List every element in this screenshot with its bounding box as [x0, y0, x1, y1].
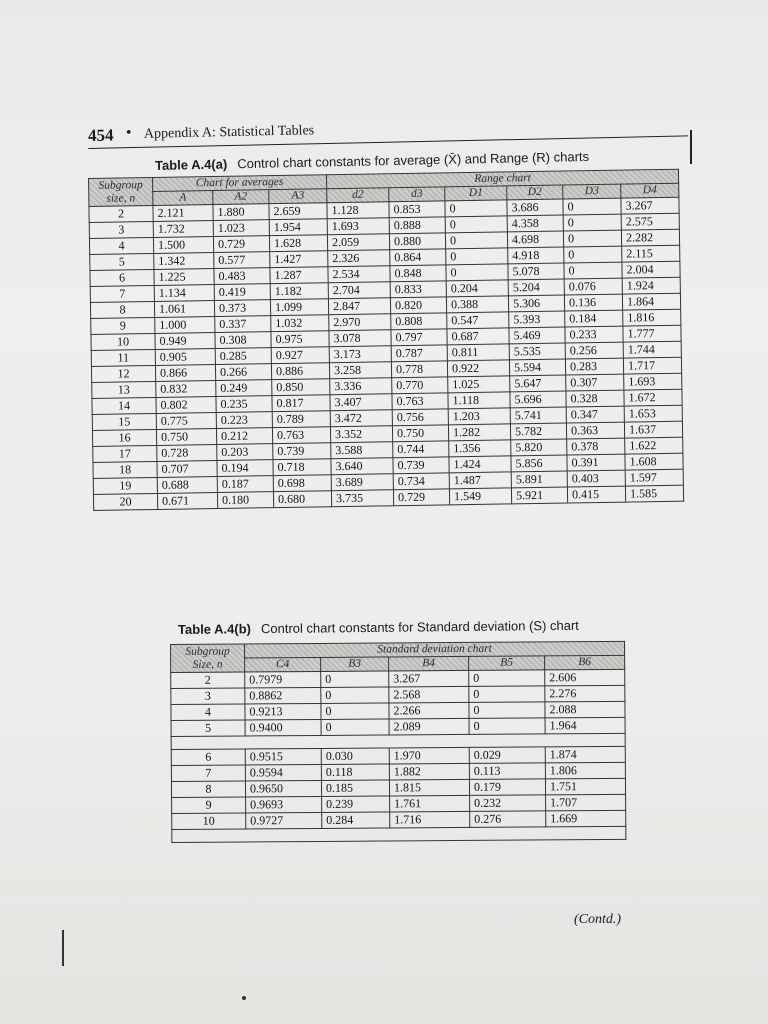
- value-cell: 0: [469, 702, 545, 719]
- value-cell: 1.816: [623, 309, 681, 326]
- value-cell: 0.787: [391, 345, 447, 362]
- subgroup-size-cell: 14: [92, 397, 156, 414]
- value-cell: 1.099: [270, 299, 328, 316]
- value-cell: 0: [469, 718, 545, 735]
- value-cell: 1.732: [153, 221, 213, 238]
- value-cell: 1.815: [389, 779, 469, 796]
- table-b-caption: [178, 618, 579, 637]
- value-cell: 2.568: [389, 686, 469, 703]
- value-cell: 3.689: [331, 474, 393, 491]
- subgroup-size-cell: 2: [171, 672, 245, 689]
- value-cell: 5.741: [510, 407, 566, 424]
- value-cell: 2.606: [545, 669, 625, 686]
- value-cell: 0.718: [273, 459, 331, 476]
- value-cell: 0.363: [566, 422, 624, 439]
- value-cell: 1.287: [270, 267, 328, 284]
- subgroup-size-cell: 17: [93, 445, 157, 462]
- value-cell: 1.356: [449, 440, 511, 457]
- value-cell: 0.729: [213, 236, 269, 253]
- value-cell: 0.949: [155, 333, 215, 350]
- value-cell: 0.337: [215, 316, 271, 333]
- value-cell: 0.817: [272, 395, 330, 412]
- value-cell: 0.789: [272, 411, 330, 428]
- value-cell: 2.115: [622, 245, 680, 262]
- value-cell: 0: [563, 198, 621, 215]
- value-cell: 0.483: [214, 268, 270, 285]
- value-cell: 0.707: [157, 461, 217, 478]
- value-cell: 2.970: [329, 314, 391, 331]
- table-a-col-a: A: [153, 191, 213, 206]
- value-cell: 0.391: [567, 454, 625, 471]
- subgroup-size-cell: 6: [171, 749, 245, 766]
- table-a-title: Control chart constants for average (X̄) and Range (R) charts: [237, 148, 590, 172]
- subgroup-size-cell: 15: [92, 413, 156, 430]
- subgroup-size-cell: 19: [93, 477, 157, 494]
- value-cell: 0.728: [157, 445, 217, 462]
- subgroup-size-cell: 5: [171, 720, 245, 737]
- value-cell: 0.880: [389, 233, 445, 250]
- value-cell: 1.128: [327, 202, 389, 219]
- value-cell: 4.358: [507, 215, 563, 232]
- value-cell: 0.750: [156, 429, 216, 446]
- value-cell: 2.704: [328, 282, 390, 299]
- value-cell: 0: [564, 246, 622, 263]
- value-cell: 1.874: [545, 746, 625, 763]
- value-cell: 1.761: [390, 795, 470, 812]
- value-cell: 2.089: [389, 718, 469, 735]
- value-cell: 0.547: [447, 312, 509, 329]
- value-cell: 1.622: [625, 437, 683, 454]
- value-cell: 0.204: [446, 280, 508, 297]
- table-b: [170, 641, 626, 843]
- value-cell: 0.378: [567, 438, 625, 455]
- value-cell: 0.688: [157, 477, 217, 494]
- value-cell: 1.669: [546, 810, 626, 827]
- value-cell: 0.233: [565, 326, 623, 343]
- subgroup-size-cell: 9: [172, 797, 246, 814]
- value-cell: 3.588: [331, 442, 393, 459]
- value-cell: 0.415: [567, 486, 625, 503]
- gap-cell: [172, 826, 626, 842]
- subgroup-size-cell: 10: [172, 813, 246, 830]
- value-cell: 0.118: [321, 764, 389, 780]
- value-cell: 0.927: [271, 347, 329, 364]
- value-cell: 1.628: [269, 235, 327, 252]
- value-cell: 1.608: [625, 453, 683, 470]
- value-cell: 2.659: [269, 203, 327, 220]
- value-cell: 0.680: [273, 491, 331, 508]
- value-cell: 1.882: [389, 763, 469, 780]
- value-cell: 5.078: [508, 263, 564, 280]
- value-cell: 0.328: [566, 390, 624, 407]
- value-cell: 0: [445, 200, 507, 217]
- value-cell: 0.687: [447, 328, 509, 345]
- value-cell: 2.004: [622, 261, 680, 278]
- margin-mark: [62, 930, 64, 966]
- value-cell: 0: [563, 230, 621, 247]
- value-cell: 0.888: [389, 217, 445, 234]
- value-cell: 0.239: [322, 796, 390, 812]
- value-cell: 1.424: [449, 456, 511, 473]
- value-cell: 0.223: [216, 412, 272, 429]
- table-b-group-gap: [172, 826, 626, 842]
- continued-note: (Contd.): [574, 912, 622, 927]
- table-a-col-a3: A3: [269, 189, 327, 204]
- value-cell: 1.282: [448, 424, 510, 441]
- value-cell: 1.707: [546, 794, 626, 811]
- value-cell: 0.419: [214, 284, 270, 301]
- value-cell: 2.121: [153, 205, 213, 222]
- value-cell: 5.782: [510, 423, 566, 440]
- value-cell: 0.9515: [245, 748, 321, 765]
- value-cell: 3.407: [330, 394, 392, 411]
- value-cell: 0.9213: [245, 703, 321, 720]
- table-b-label: Table A.4(b): [177, 621, 252, 637]
- table-b-sd-header: Standard deviation chart: [245, 641, 625, 658]
- margin-rule: [690, 130, 692, 164]
- value-cell: 0.811: [447, 344, 509, 361]
- value-cell: 0.756: [392, 409, 448, 426]
- value-cell: 0.9594: [245, 764, 321, 781]
- value-cell: 0.729: [393, 489, 449, 506]
- table-a-col-d2: d2: [327, 188, 389, 203]
- value-cell: 0.194: [217, 460, 273, 477]
- value-cell: 0.739: [393, 457, 449, 474]
- table-a-range-header: Range chart: [326, 169, 678, 189]
- value-cell: 1.061: [154, 301, 214, 318]
- value-cell: 1.118: [448, 392, 510, 409]
- value-cell: 0.750: [392, 425, 448, 442]
- value-cell: 1.203: [448, 408, 510, 425]
- value-cell: 0.808: [391, 313, 447, 330]
- value-cell: 1.924: [622, 277, 680, 294]
- value-cell: 0.347: [566, 406, 624, 423]
- table-b-subgroup-header: Subgroup Size, n: [171, 644, 245, 673]
- running-head-title: Appendix A: Statistical Tables: [143, 123, 315, 142]
- value-cell: 3.735: [331, 490, 393, 507]
- value-cell: 1.717: [623, 357, 681, 374]
- value-cell: 0.235: [216, 396, 272, 413]
- value-cell: 0.739: [273, 443, 331, 460]
- value-cell: 0.136: [564, 294, 622, 311]
- value-cell: 0.775: [156, 413, 216, 430]
- table-a: [88, 169, 684, 511]
- subgroup-size-cell: 12: [91, 365, 155, 382]
- subgroup-size-cell: 8: [171, 781, 245, 798]
- value-cell: 0.820: [390, 297, 446, 314]
- value-cell: 0: [321, 671, 389, 687]
- value-cell: 0.185: [321, 780, 389, 796]
- table-b-col-c4: C4: [245, 657, 321, 672]
- value-cell: 5.204: [508, 279, 564, 296]
- value-cell: 1.693: [624, 373, 682, 390]
- value-cell: 0.850: [272, 379, 330, 396]
- table-b-col-b3: B3: [321, 657, 389, 671]
- value-cell: 1.970: [389, 747, 469, 764]
- table-b-col-b6: B6: [545, 655, 625, 670]
- value-cell: 3.686: [507, 199, 563, 216]
- value-cell: 0: [564, 262, 622, 279]
- value-cell: 1.225: [154, 269, 214, 286]
- value-cell: 0.778: [391, 361, 447, 378]
- value-cell: 1.744: [623, 341, 681, 358]
- value-cell: 0.734: [393, 473, 449, 490]
- subgroup-size-cell: 2: [89, 205, 153, 222]
- value-cell: 1.806: [545, 762, 625, 779]
- subgroup-size-cell: 11: [91, 349, 155, 366]
- value-cell: 0.076: [564, 278, 622, 295]
- value-cell: 5.647: [510, 375, 566, 392]
- value-cell: 3.267: [389, 670, 469, 687]
- value-cell: 1.134: [154, 285, 214, 302]
- value-cell: 2.266: [389, 702, 469, 719]
- value-cell: 3.173: [329, 346, 391, 363]
- subgroup-size-cell: 18: [93, 461, 157, 478]
- value-cell: 0.307: [566, 374, 624, 391]
- value-cell: 0: [563, 214, 621, 231]
- value-cell: 3.352: [330, 426, 392, 443]
- value-cell: 0.905: [155, 349, 215, 366]
- value-cell: 0.113: [469, 763, 545, 780]
- value-cell: 5.696: [510, 391, 566, 408]
- value-cell: 1.880: [213, 204, 269, 221]
- value-cell: 2.276: [545, 685, 625, 702]
- value-cell: 1.032: [271, 315, 329, 332]
- value-cell: 0.698: [273, 475, 331, 492]
- value-cell: 0.388: [446, 296, 508, 313]
- page-number: 454: [87, 125, 114, 145]
- value-cell: 0.030: [321, 748, 389, 764]
- value-cell: 0.285: [215, 348, 271, 365]
- value-cell: 1.182: [270, 283, 328, 300]
- value-cell: 5.469: [509, 327, 565, 344]
- value-cell: 0.179: [469, 779, 545, 796]
- table-a-body: [89, 197, 684, 510]
- value-cell: 0.256: [565, 342, 623, 359]
- value-cell: 0.802: [156, 397, 216, 414]
- value-cell: 1.597: [625, 469, 683, 486]
- value-cell: 0.180: [217, 492, 273, 509]
- value-cell: 0.029: [469, 747, 545, 764]
- value-cell: 0.276: [470, 811, 546, 828]
- value-cell: 0: [469, 686, 545, 703]
- value-cell: 0.9650: [245, 780, 321, 797]
- subgroup-size-cell: 6: [90, 269, 154, 286]
- table-a-col-d3: D3: [563, 184, 621, 199]
- table-a-col-a2: A2: [213, 190, 269, 205]
- value-cell: 1.954: [269, 219, 327, 236]
- value-cell: 0.8862: [245, 687, 321, 704]
- value-cell: 0.770: [392, 377, 448, 394]
- subgroup-size-cell: 16: [92, 429, 156, 446]
- table-a-averages-header: Chart for averages: [152, 175, 326, 192]
- value-cell: 0.232: [470, 795, 546, 812]
- value-cell: 1.487: [449, 472, 511, 489]
- subgroup-size-cell: 4: [171, 704, 245, 721]
- value-cell: 0: [446, 248, 508, 265]
- value-cell: 0.203: [217, 444, 273, 461]
- value-cell: 0.853: [389, 201, 445, 218]
- value-cell: 3.267: [621, 197, 679, 214]
- table-a-col-d4: D4: [621, 183, 679, 198]
- value-cell: 1.549: [449, 488, 511, 505]
- value-cell: 3.336: [330, 378, 392, 395]
- value-cell: 0.249: [216, 380, 272, 397]
- subgroup-size-cell: 8: [90, 301, 154, 318]
- value-cell: 1.500: [153, 237, 213, 254]
- subgroup-size-cell: 5: [90, 253, 154, 270]
- value-cell: 3.078: [329, 330, 391, 347]
- table-a-caption: [155, 149, 589, 173]
- value-cell: 0.922: [447, 360, 509, 377]
- value-cell: 0.848: [390, 265, 446, 282]
- value-cell: 0.744: [393, 441, 449, 458]
- value-cell: 0.833: [390, 281, 446, 298]
- value-cell: 0.212: [216, 428, 272, 445]
- value-cell: 0.308: [215, 332, 271, 349]
- value-cell: 1.000: [155, 317, 215, 334]
- table-a-subgroup-header: Subgroup size, n: [89, 177, 153, 206]
- value-cell: 1.716: [390, 811, 470, 828]
- value-cell: 1.864: [622, 293, 680, 310]
- value-cell: 0: [321, 719, 389, 735]
- value-cell: 0.373: [214, 300, 270, 317]
- running-header: [88, 111, 688, 150]
- value-cell: 5.820: [511, 439, 567, 456]
- value-cell: 1.342: [154, 253, 214, 270]
- value-cell: 0.9400: [245, 719, 321, 736]
- value-cell: 1.427: [270, 251, 328, 268]
- table-a-col-d3: d3: [389, 187, 445, 202]
- value-cell: 0.187: [217, 476, 273, 493]
- value-cell: 2.059: [327, 234, 389, 251]
- value-cell: 0.9693: [246, 796, 322, 813]
- subgroup-size-cell: 4: [89, 237, 153, 254]
- value-cell: 2.088: [545, 701, 625, 718]
- value-cell: 2.534: [328, 266, 390, 283]
- value-cell: 3.640: [331, 458, 393, 475]
- value-cell: 1.023: [213, 220, 269, 237]
- subgroup-size-cell: 7: [90, 285, 154, 302]
- ink-dot: [242, 996, 246, 1000]
- value-cell: 1.653: [624, 405, 682, 422]
- value-cell: 2.326: [328, 250, 390, 267]
- value-cell: 0.975: [271, 331, 329, 348]
- value-cell: 1.637: [624, 421, 682, 438]
- table-b-col-b4: B4: [389, 656, 469, 671]
- value-cell: 2.575: [621, 213, 679, 230]
- value-cell: 0.403: [567, 470, 625, 487]
- subgroup-size-cell: 7: [171, 765, 245, 782]
- table-a-col-d2: D2: [507, 185, 563, 200]
- value-cell: 2.282: [621, 229, 679, 246]
- value-cell: 0: [321, 703, 389, 719]
- value-cell: 0: [446, 264, 508, 281]
- value-cell: 0.671: [157, 493, 217, 510]
- value-cell: 5.891: [511, 471, 567, 488]
- value-cell: 0: [445, 232, 507, 249]
- value-cell: 1.693: [327, 218, 389, 235]
- subgroup-size-cell: 9: [91, 317, 155, 334]
- value-cell: 1.751: [545, 778, 625, 795]
- subgroup-size-cell: 20: [93, 493, 157, 510]
- table-b-col-b5: B5: [469, 656, 545, 671]
- value-cell: 5.921: [511, 487, 567, 504]
- value-cell: 0.866: [155, 365, 215, 382]
- value-cell: 5.856: [511, 455, 567, 472]
- table-a-label: Table A.4(a): [154, 156, 228, 173]
- value-cell: 0.283: [565, 358, 623, 375]
- value-cell: 1.672: [624, 389, 682, 406]
- value-cell: 2.847: [328, 298, 390, 315]
- value-cell: 0: [321, 687, 389, 703]
- value-cell: 0.886: [271, 363, 329, 380]
- value-cell: 0: [469, 670, 545, 687]
- value-cell: 4.918: [508, 247, 564, 264]
- value-cell: 1.964: [545, 717, 625, 734]
- value-cell: 0.763: [392, 393, 448, 410]
- value-cell: 3.258: [329, 362, 391, 379]
- value-cell: 0.797: [391, 329, 447, 346]
- value-cell: 0.9727: [246, 812, 322, 829]
- table-a-col-d1: D1: [445, 186, 507, 201]
- value-cell: 0.577: [214, 252, 270, 269]
- value-cell: 3.472: [330, 410, 392, 427]
- value-cell: 0.184: [565, 310, 623, 327]
- subgroup-size-cell: 10: [91, 333, 155, 350]
- value-cell: 0.284: [322, 812, 390, 828]
- subgroup-size-cell: 13: [92, 381, 156, 398]
- value-cell: 5.594: [509, 359, 565, 376]
- value-cell: 5.393: [509, 311, 565, 328]
- value-cell: 4.698: [507, 231, 563, 248]
- subgroup-size-cell: 3: [89, 221, 153, 238]
- value-cell: 0.832: [156, 381, 216, 398]
- value-cell: 1.585: [625, 485, 683, 502]
- value-cell: 0: [445, 216, 507, 233]
- subgroup-size-cell: 3: [171, 688, 245, 705]
- value-cell: 1.025: [448, 376, 510, 393]
- table-b-body: [171, 669, 626, 842]
- value-cell: 0.266: [215, 364, 271, 381]
- value-cell: 5.306: [508, 295, 564, 312]
- value-cell: 5.535: [509, 343, 565, 360]
- header-bullet: •: [125, 124, 132, 142]
- value-cell: 1.777: [623, 325, 681, 342]
- value-cell: 0.763: [272, 427, 330, 444]
- value-cell: 0.864: [390, 249, 446, 266]
- value-cell: 0.7979: [245, 671, 321, 688]
- table-b-title: Control chart constants for Standard deviation (S) chart: [260, 617, 579, 637]
